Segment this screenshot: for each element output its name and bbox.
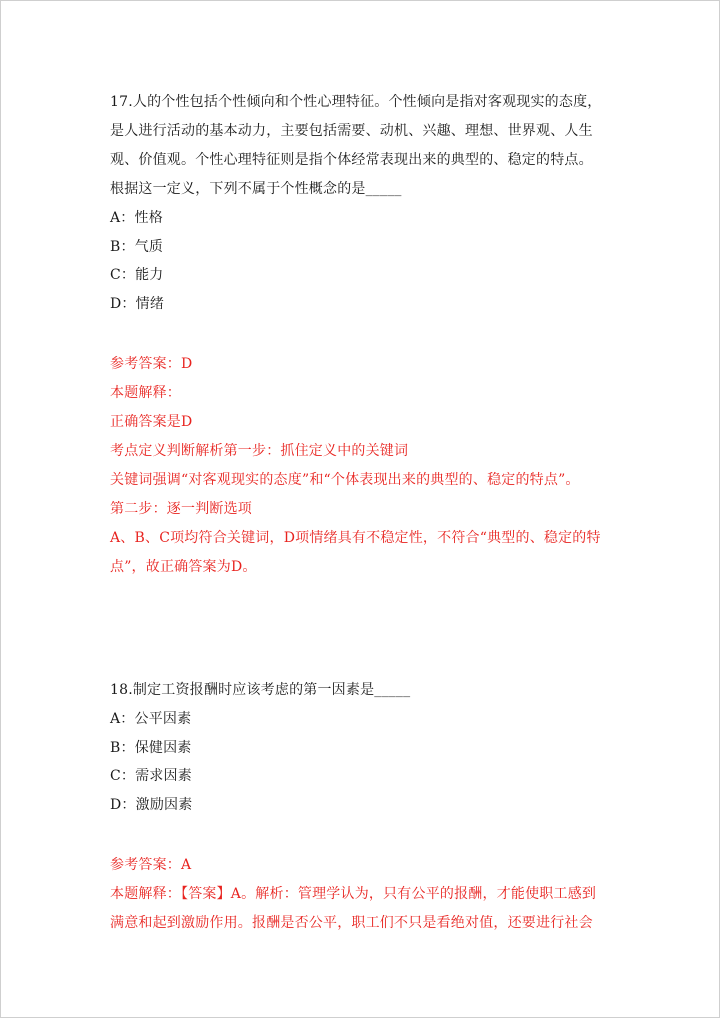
explanation-line: 第二步：逐一判断选项 — [110, 501, 252, 517]
explanation-17 — [110, 350, 610, 582]
explanation-line: 正确答案是D — [110, 414, 193, 430]
explanation-line: A、B、C项均符合关键词，D项情绪具有不稳定性，不符合“典型的、稳定的特 — [110, 530, 601, 546]
answer-label: 参考答案：D — [110, 356, 193, 372]
question-stem-line: 18.制定工资报酬时应该考虑的第一因素是_____ — [110, 682, 411, 698]
option-b: B：气质 — [110, 238, 164, 255]
explanation-line: 本题解释：【答案】A。解析：管理学认为，只有公平的报酬，才能使职工感到 — [110, 886, 597, 902]
option-c: C：需求因素 — [110, 768, 192, 784]
question-stem-line: 根据这一定义，下列不属于个性概念的是_____ — [110, 181, 402, 197]
document-body — [110, 88, 610, 938]
question-stem-line: 17.人的个性包括个性倾向和个性心理特征。个性倾向是指对客观现实的态度， — [110, 94, 602, 110]
question-stem-line: 是人进行活动的基本动力，主要包括需要、动机、兴趣、理想、世界观、人生 — [110, 123, 593, 139]
question-17 — [110, 88, 610, 318]
explanation-line: 考点定义判断解析第一步：抓住定义中的关键词 — [110, 443, 409, 459]
explanation-line: 关键词强调“对客观现实的态度”和“个体表现出来的典型的、稳定的特点”。 — [110, 472, 580, 488]
explanation-18 — [110, 851, 610, 938]
option-d: D：激励因素 — [110, 796, 193, 813]
option-c: C：能力 — [110, 267, 164, 283]
option-b: B：保健因素 — [110, 739, 192, 756]
explanation-line: 点”，故正确答案为D。 — [110, 559, 257, 575]
explanation-heading: 本题解释： — [110, 385, 181, 401]
answer-label: 参考答案：A — [110, 857, 192, 873]
option-a: A：公平因素 — [110, 711, 192, 727]
option-d: D：情绪 — [110, 295, 165, 312]
question-stem-line: 观、价值观。个性心理特征则是指个体经常表现出来的典型的、稳定的特点。 — [110, 152, 593, 168]
question-18 — [110, 676, 610, 819]
explanation-line: 满意和起到激励作用。报酬是否公平，职工们不只是看绝对值，还要进行社会 — [110, 915, 593, 931]
option-a: A：性格 — [110, 210, 163, 226]
